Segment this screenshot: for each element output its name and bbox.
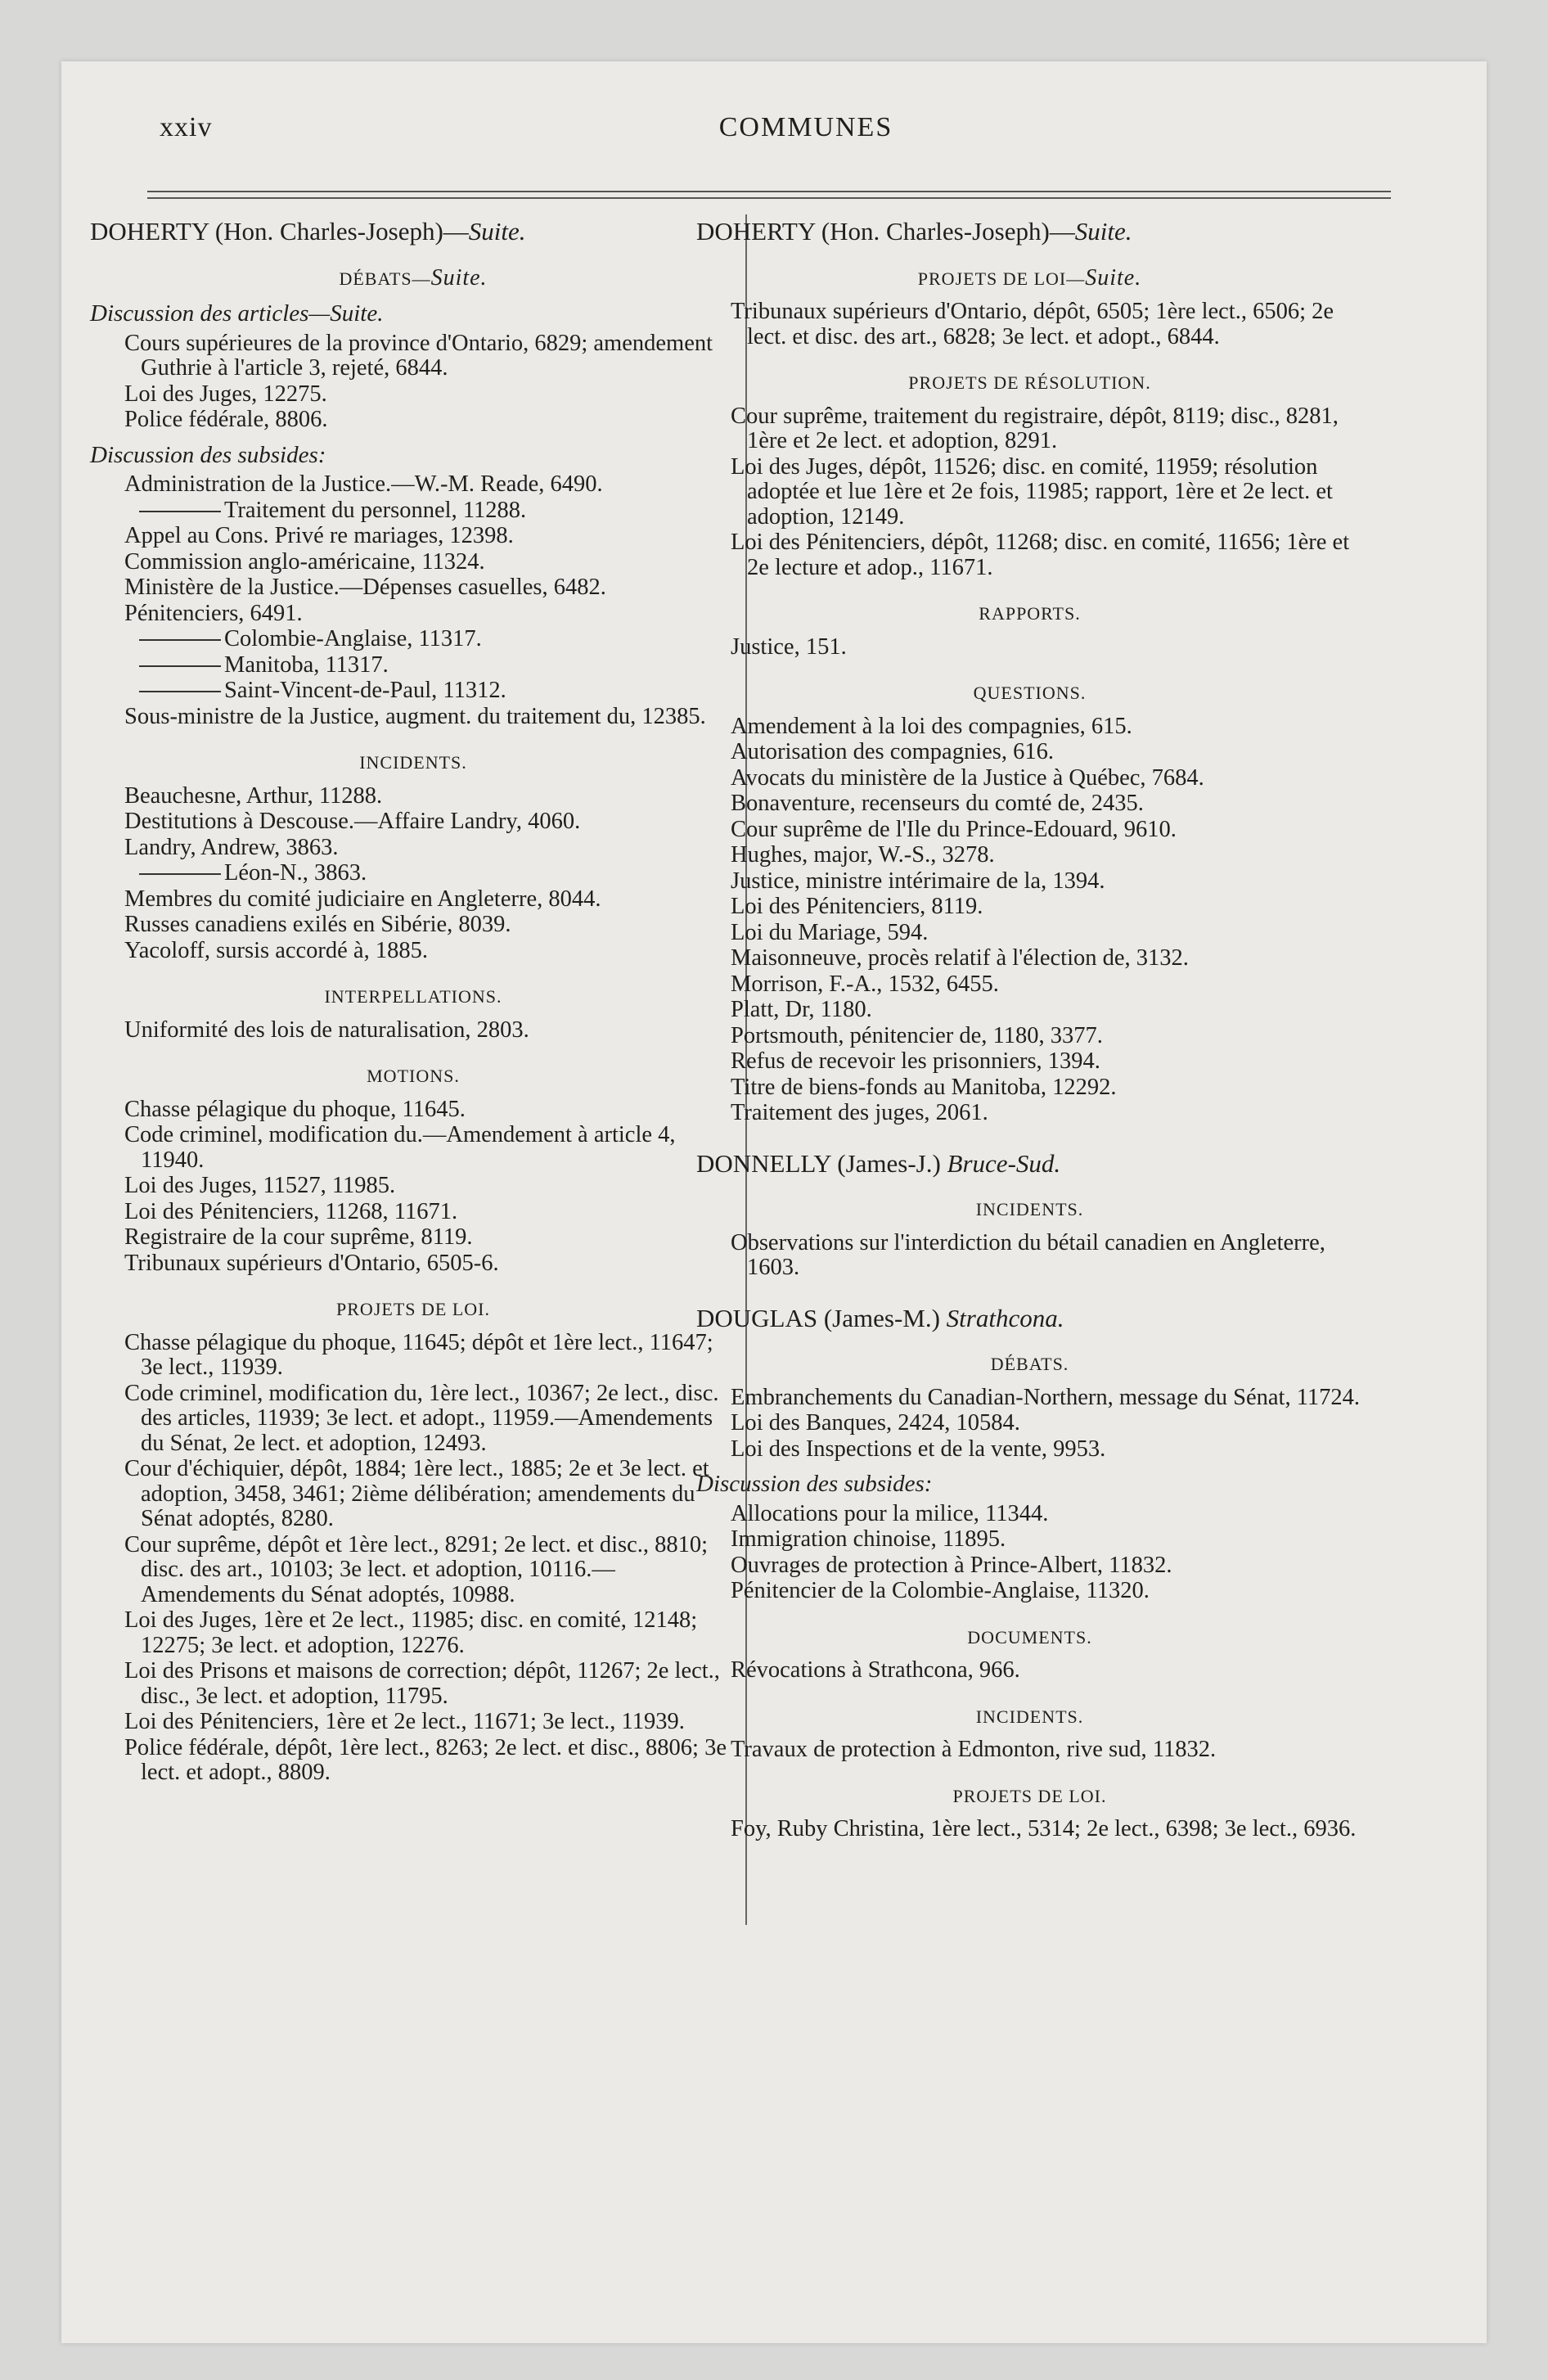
index-subentry [105, 653, 736, 678]
index-entry: Chasse pélagique du phoque, 11645; dépôt et 1ère lect., 11647; 3e lect., 11939. [124, 1329, 713, 1380]
person-name: DONNELLY (James-J.) [696, 1148, 947, 1178]
index-entry: Immigration chinoise, 11895. [731, 1526, 1006, 1552]
entry-text: Léon-N., 3863. [224, 860, 367, 886]
index-entry: Sous-ministre de la Justice, augment. du traitement du, 12385. [124, 703, 706, 729]
entry-text: Manitoba, 11317. [224, 651, 389, 678]
section-heading-rapports: RAPPORTS. [979, 603, 1081, 624]
index-entry: Russes canadiens exilés en Sibérie, 8039. [124, 912, 511, 937]
index-entry: Avocats du ministère de la Justice à Québec, 7684. [731, 764, 1204, 791]
index-entry: Cour suprême, traitement du registraire, dépôt, 8119; disc., 8281, 1ère et 2e lect. et adoption, 8291. [731, 403, 1339, 453]
section-heading-incidents: INCIDENTS. [975, 1199, 1084, 1219]
index-entry: Loi des Prisons et maisons de correction; dépôt, 11267; 2e lect., disc., 3e lect. et adoption, 11795. [124, 1658, 720, 1709]
person-suffix: Suite. [1074, 217, 1132, 246]
person-heading-donnelly [696, 1148, 1363, 1178]
index-entry: Traitement des juges, 2061. [731, 1100, 988, 1125]
index-entry: Loi du Mariage, 594. [731, 919, 929, 945]
entry-text: Colombie-Anglaise, 11317. [224, 626, 482, 651]
section-label: PROJETS DE LOI— [917, 268, 1086, 289]
index-entry: Police fédérale, dépôt, 1ère lect., 8263; 2e lect. et disc., 8806; 3e lect. et adopt., 8809. [124, 1734, 727, 1785]
section-heading-projets: PROJETS DE LOI. [952, 1785, 1107, 1806]
person-name: DOHERTY (Hon. Charles-Joseph)— [90, 217, 469, 246]
person-heading [696, 219, 1363, 245]
running-head: COMMUNES [718, 112, 893, 142]
index-entry: Tribunaux supérieurs d'Ontario, dépôt, 6505; 1ère lect., 6506; 2e lect. et disc. des art., 6828; 3e lect. et adopt., 6844. [731, 299, 1334, 349]
index-entry: Justice, 151. [731, 633, 847, 660]
section-heading-incidents: INCIDENTS. [359, 752, 467, 773]
person-suffix: Suite. [468, 217, 526, 246]
index-subentry [105, 498, 736, 524]
section-heading-projets [696, 266, 1363, 292]
section-heading-debats: DÉBATS. [990, 1354, 1069, 1374]
person-heading-douglas [696, 1303, 1363, 1332]
riding-name: Strathcona. [946, 1303, 1064, 1332]
index-entry: Amendement à la loi des compagnies, 615. [731, 713, 1132, 739]
index-entry: Pénitenciers, 6491. [124, 600, 303, 626]
index-entry: Hughes, major, W.-S., 3278. [731, 842, 995, 868]
ditto-rule [139, 665, 221, 667]
index-entry: Justice, ministre intérimaire de la, 1394. [731, 868, 1105, 894]
section-heading-incidents: INCIDENTS. [975, 1706, 1084, 1727]
ditto-rule [139, 873, 221, 875]
index-entry: Cour d'échiquier, dépôt, 1884; 1ère lect., 1885; 2e et 3e lect. et adoption, 3458, 3461; 2ième délibération; amendements du Sénat adoptés, 8280. [124, 1456, 709, 1531]
index-entry: Code criminel, modification du.—Amendement à article 4, 11940. [124, 1122, 676, 1173]
index-entry: Loi des Juges, 12275. [124, 381, 327, 407]
index-entry: Pénitencier de la Colombie-Anglaise, 11320. [731, 1578, 1150, 1603]
section-heading-documents: DOCUMENTS. [967, 1626, 1092, 1648]
index-subentry [105, 678, 736, 704]
index-entry: Landry, Andrew, 3863. [124, 834, 339, 860]
section-heading-motions: MOTIONS. [367, 1066, 460, 1086]
section-suffix: Suite. [1085, 264, 1142, 291]
index-entry: Loi des Juges, dépôt, 11526; disc. en comité, 11959; résolution adoptée et lue 1ère et 2e fois, 11985; rapport, 1ère et 2e lect. et adoption, 12149. [731, 453, 1333, 530]
index-entry: Cour suprême, dépôt et 1ère lect., 8291; 2e lect. et disc., 8810; disc. des art., 10103; 3e lect. et adoption, 10116.—Amendements du Sénat adoptés, 10988. [124, 1531, 709, 1607]
index-entry: Observations sur l'interdiction du bétail canadien en Angleterre, 1603. [731, 1229, 1325, 1280]
index-entry: Registraire de la cour suprême, 8119. [124, 1224, 473, 1250]
index-entry: Ministère de la Justice.—Dépenses casuelles, 6482. [124, 575, 606, 600]
index-entry: Commission anglo-américaine, 11324. [124, 548, 485, 575]
index-entry: Maisonneuve, procès relatif à l'élection de, 3132. [731, 945, 1189, 971]
ditto-rule [139, 691, 221, 692]
section-heading-interpellations: INTERPELLATIONS. [324, 986, 502, 1007]
index-entry: Révocations à Strathcona, 966. [731, 1657, 1020, 1683]
entry-text: Saint-Vincent-de-Paul, 11312. [224, 678, 506, 703]
index-entry: Loi des Banques, 2424, 10584. [731, 1410, 1020, 1436]
section-label: DÉBATS— [339, 268, 431, 289]
index-entry: Loi des Juges, 1ère et 2e lect., 11985; disc. en comité, 12148; 12275; 3e lect. et adoption, 12276. [124, 1607, 698, 1658]
section-heading-debats [90, 266, 736, 292]
right-column [696, 219, 1363, 1843]
ditto-rule [139, 511, 221, 512]
person-name: DOUGLAS (James-M.) [696, 1303, 947, 1332]
discussion-articles-heading: Discussion des articles—Suite. [90, 300, 384, 327]
discussion-subsides-heading: Discussion des subsides: [90, 441, 326, 468]
index-entry: Bonaventure, recenseurs du comté de, 2435. [731, 791, 1144, 816]
entry-text: Traitement du personnel, 11288. [224, 497, 527, 523]
index-entry: Loi des Pénitenciers, dépôt, 11268; disc. en comité, 11656; 1ère et 2e lecture et adop., 11671. [731, 530, 1350, 580]
page-number: xxiv [160, 112, 213, 142]
index-entry: Code criminel, modification du, 1ère lect., 10367; 2e lect., disc. des articles, 11939; 3e lect. et adopt., 11959.—Amendements du Sénat, 2e lect. et adoption, 12493. [124, 1380, 719, 1456]
index-entry: Autorisation des compagnies, 616. [731, 739, 1054, 764]
index-entry: Loi des Juges, 11527, 11985. [124, 1173, 396, 1198]
header-rule-double [147, 197, 1391, 199]
section-heading-projets: PROJETS DE LOI. [336, 1299, 490, 1319]
index-entry: Ouvrages de protection à Prince-Albert, 11832. [731, 1552, 1172, 1578]
person-name: DOHERTY (Hon. Charles-Joseph)— [696, 217, 1075, 246]
index-entry: Platt, Dr, 1180. [731, 997, 872, 1022]
index-entry: Morrison, F.-A., 1532, 6455. [731, 971, 999, 997]
index-entry: Loi des Inspections et de la vente, 9953. [731, 1436, 1106, 1462]
index-entry: Foy, Ruby Christina, 1ère lect., 5314; 2e lect., 6398; 3e lect., 6936. [731, 1816, 1357, 1841]
ditto-rule [139, 639, 221, 641]
left-column [90, 219, 736, 1787]
index-entry: Loi des Pénitenciers, 8119. [731, 894, 983, 919]
index-entry: Cour suprême de l'Ile du Prince-Edouard, 9610. [731, 816, 1177, 842]
index-subentry [105, 627, 736, 652]
index-entry: Allocations pour la milice, 11344. [731, 1500, 1049, 1526]
index-entry: Uniformité des lois de naturalisation, 2803. [124, 1016, 529, 1043]
index-subentry [105, 861, 736, 886]
index-entry: Beauchesne, Arthur, 11288. [124, 782, 383, 809]
index-entry: Yacoloff, sursis accordé à, 1885. [124, 937, 428, 963]
index-entry: Portsmouth, pénitencier de, 1180, 3377. [731, 1022, 1103, 1048]
person-heading [90, 219, 736, 245]
riding-name: Bruce-Sud. [947, 1148, 1061, 1178]
discussion-subsides-heading: Discussion des subsides: [696, 1471, 933, 1497]
section-heading-questions: QUESTIONS. [973, 683, 1087, 703]
header-rule [147, 191, 1391, 192]
section-suffix: Suite. [430, 264, 488, 291]
index-entry: Loi des Pénitenciers, 11268, 11671. [124, 1198, 458, 1224]
index-entry: Loi des Pénitenciers, 1ère et 2e lect., 11671; 3e lect., 11939. [124, 1709, 685, 1734]
index-entry: Travaux de protection à Edmonton, rive sud, 11832. [731, 1737, 1217, 1762]
index-entry: Administration de la Justice.—W.-M. Reade, 6490. [124, 471, 603, 497]
index-entry: Tribunaux supérieurs d'Ontario, 6505-6. [124, 1250, 499, 1276]
index-entry: Chasse pélagique du phoque, 11645. [124, 1096, 466, 1122]
index-entry: Membres du comité judiciaire en Angleterre, 8044. [124, 886, 601, 912]
index-entry: Destitutions à Descouse.—Affaire Landry, 4060. [124, 809, 581, 834]
index-entry: Titre de biens-fonds au Manitoba, 12292. [731, 1074, 1117, 1100]
index-entry: Police fédérale, 8806. [124, 407, 328, 432]
index-entry: Embranchements du Canadian-Northern, message du Sénat, 11724. [731, 1384, 1361, 1410]
section-heading-resolution: PROJETS DE RÉSOLUTION. [908, 372, 1151, 393]
index-entry: Appel au Cons. Privé re mariages, 12398. [124, 523, 514, 548]
index-entry: Cours supérieures de la province d'Ontario, 6829; amendement Guthrie à l'article 3, rejeté, 6844. [124, 330, 713, 381]
page-header [160, 112, 1452, 161]
index-entry: Refus de recevoir les prisonniers, 1394. [731, 1048, 1100, 1074]
